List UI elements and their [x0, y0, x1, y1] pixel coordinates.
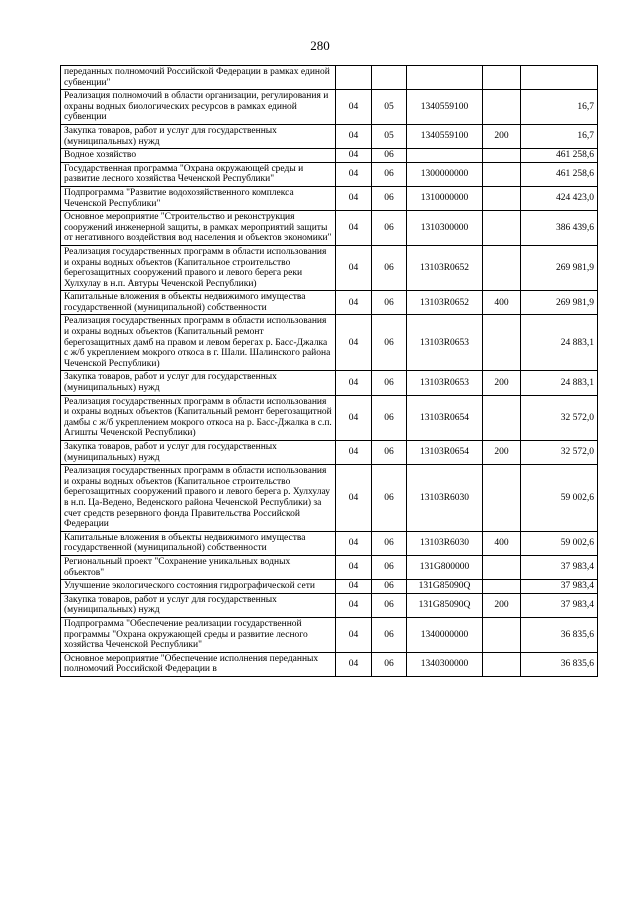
- table-row: [61, 580, 598, 594]
- amount: 269 981,9: [521, 291, 598, 315]
- ministry-code: 04: [336, 149, 372, 163]
- amount: 16,7: [521, 124, 598, 148]
- target-article-code: [407, 149, 483, 163]
- row-name: Реализация государственных программ в области использования и охраны водных объектов (Капитальное строительство берегозащитных сооружений правого и левого берега р. Хулхулау в н.п. Ца-Ведено, Веденского района Чеченской Республики) за счет средств резервного фонда Правительства Российской Федерации: [61, 465, 336, 532]
- table-row: [61, 162, 598, 186]
- row-name: Улучшение экологического состояния гидрографической сети: [61, 580, 336, 594]
- table-row: [61, 465, 598, 532]
- row-name: Основное мероприятие "Обеспечение исполнения переданных полномочий Российской Федерации в: [61, 652, 336, 676]
- row-name: Государственная программа "Охрана окружающей среды и развитие лесного хозяйства Чеченской Республики": [61, 162, 336, 186]
- target-article-code: 13103R0652: [407, 291, 483, 315]
- section-code: [372, 66, 407, 90]
- row-name: Реализация государственных программ в области использования и охраны водных объектов (Капитальный ремонт берегозащитной дамбы с ж/б укреплением мокрого откоса на р. Басс-Джалка в с.п. Агишты Чеченской Республики): [61, 395, 336, 440]
- row-name: Закупка товаров, работ и услуг для государственных (муниципальных) нужд: [61, 593, 336, 617]
- section-code: 06: [372, 617, 407, 652]
- ministry-code: 04: [336, 90, 372, 125]
- table-row: [61, 211, 598, 246]
- target-article-code: 1340300000: [407, 652, 483, 676]
- section-code: 06: [372, 291, 407, 315]
- expense-type-code: 200: [483, 593, 521, 617]
- row-name: Реализация полномочий в области организации, регулирования и охраны водных биологических ресурсов в рамках единой субвенции: [61, 90, 336, 125]
- section-code: 06: [372, 652, 407, 676]
- ministry-code: 04: [336, 371, 372, 395]
- ministry-code: 04: [336, 465, 372, 532]
- target-article-code: 131G85090Q: [407, 593, 483, 617]
- amount: 36 835,6: [521, 652, 598, 676]
- expense-type-code: [483, 245, 521, 290]
- ministry-code: 04: [336, 580, 372, 594]
- expense-type-code: [483, 211, 521, 246]
- row-name: Подпрограмма "Обеспечение реализации государственной программы "Охрана окружающей среды и развитие лесного хозяйства Чеченской Республики": [61, 617, 336, 652]
- ministry-code: [336, 66, 372, 90]
- ministry-code: 04: [336, 211, 372, 246]
- table-row: [61, 315, 598, 371]
- ministry-code: 04: [336, 245, 372, 290]
- section-code: 06: [372, 531, 407, 555]
- ministry-code: 04: [336, 186, 372, 210]
- row-name: Закупка товаров, работ и услуг для государственных (муниципальных) нужд: [61, 441, 336, 465]
- expense-type-code: [483, 395, 521, 440]
- section-code: 05: [372, 90, 407, 125]
- expense-type-code: [483, 162, 521, 186]
- amount: 24 883,1: [521, 315, 598, 371]
- amount: 32 572,0: [521, 441, 598, 465]
- table-row: [61, 291, 598, 315]
- expense-type-code: [483, 186, 521, 210]
- target-article-code: 1340559100: [407, 124, 483, 148]
- table-row: [61, 245, 598, 290]
- section-code: 06: [372, 465, 407, 532]
- amount: 16,7: [521, 90, 598, 125]
- ministry-code: 04: [336, 162, 372, 186]
- section-code: 05: [372, 124, 407, 148]
- table-row: [61, 124, 598, 148]
- expense-type-code: [483, 315, 521, 371]
- row-name: Капитальные вложения в объекты недвижимого имущества государственной (муниципальной) собственности: [61, 531, 336, 555]
- target-article-code: 131G85090Q: [407, 580, 483, 594]
- row-name: Реализация государственных программ в области использования и охраны водных объектов (Капитальное строительство берегозащитных сооружений правого и левого берега реки Хулхулау в н.п. Автуры Чеченской Республики): [61, 245, 336, 290]
- section-code: 06: [372, 395, 407, 440]
- target-article-code: 13103R6030: [407, 465, 483, 532]
- target-article-code: 13103R0654: [407, 441, 483, 465]
- target-article-code: 1300000000: [407, 162, 483, 186]
- page-number: 280: [310, 38, 330, 53]
- table-row: [61, 66, 598, 90]
- amount: [521, 66, 598, 90]
- target-article-code: 13103R0652: [407, 245, 483, 290]
- section-code: 06: [372, 211, 407, 246]
- amount: 424 423,0: [521, 186, 598, 210]
- row-name: Реализация государственных программ в области использования и охраны водных объектов (Капитальный ремонт берегозащитных дамб на правом и левом берегах р. Басс-Джалка с ж/б укреплением мокрого откоса в г. Шали. Шалинского района Чеченской Республики): [61, 315, 336, 371]
- expense-type-code: 200: [483, 124, 521, 148]
- amount: 24 883,1: [521, 371, 598, 395]
- amount: 37 983,4: [521, 593, 598, 617]
- row-name: Подпрограмма "Развитие водохозяйственного комплекса Чеченской Республики": [61, 186, 336, 210]
- row-name: Основное мероприятие "Строительство и реконструкция сооружений инженерной защиты, в рамках мероприятий защиты от негативного воздействия вод населения и объектов экономики": [61, 211, 336, 246]
- ministry-code: 04: [336, 555, 372, 579]
- target-article-code: 1310300000: [407, 211, 483, 246]
- section-code: 06: [372, 245, 407, 290]
- section-code: 06: [372, 315, 407, 371]
- ministry-code: 04: [336, 395, 372, 440]
- budget-table: [60, 65, 598, 677]
- ministry-code: 04: [336, 593, 372, 617]
- section-code: 06: [372, 580, 407, 594]
- row-name: Региональный проект "Сохранение уникальных водных объектов": [61, 555, 336, 579]
- row-name: Закупка товаров, работ и услуг для государственных (муниципальных) нужд: [61, 371, 336, 395]
- expense-type-code: [483, 580, 521, 594]
- amount: 461 258,6: [521, 162, 598, 186]
- section-code: 06: [372, 555, 407, 579]
- section-code: 06: [372, 162, 407, 186]
- amount: 36 835,6: [521, 617, 598, 652]
- expense-type-code: [483, 90, 521, 125]
- table-row: [61, 186, 598, 210]
- amount: 32 572,0: [521, 395, 598, 440]
- table-row: [61, 593, 598, 617]
- amount: 37 983,4: [521, 580, 598, 594]
- row-name: Капитальные вложения в объекты недвижимого имущества государственной (муниципальной) собственности: [61, 291, 336, 315]
- amount: 461 258,6: [521, 149, 598, 163]
- ministry-code: 04: [336, 531, 372, 555]
- row-name: Водное хозяйство: [61, 149, 336, 163]
- table-row: [61, 371, 598, 395]
- expense-type-code: [483, 149, 521, 163]
- section-code: 06: [372, 593, 407, 617]
- ministry-code: 04: [336, 124, 372, 148]
- table-row: [61, 555, 598, 579]
- amount: 37 983,4: [521, 555, 598, 579]
- amount: 59 002,6: [521, 465, 598, 532]
- target-article-code: 131G800000: [407, 555, 483, 579]
- ministry-code: 04: [336, 441, 372, 465]
- ministry-code: 04: [336, 617, 372, 652]
- budget-table-body: [61, 66, 598, 677]
- target-article-code: 1310000000: [407, 186, 483, 210]
- section-code: 06: [372, 149, 407, 163]
- expense-type-code: [483, 652, 521, 676]
- table-row: [61, 531, 598, 555]
- amount: 59 002,6: [521, 531, 598, 555]
- table-row: [61, 90, 598, 125]
- ministry-code: 04: [336, 652, 372, 676]
- amount: 386 439,6: [521, 211, 598, 246]
- expense-type-code: [483, 555, 521, 579]
- target-article-code: 13103R0653: [407, 371, 483, 395]
- table-row: [61, 652, 598, 676]
- target-article-code: [407, 66, 483, 90]
- table-row: [61, 617, 598, 652]
- target-article-code: 1340559100: [407, 90, 483, 125]
- target-article-code: 13103R6030: [407, 531, 483, 555]
- expense-type-code: [483, 66, 521, 90]
- row-name: Закупка товаров, работ и услуг для государственных (муниципальных) нужд: [61, 124, 336, 148]
- table-row: [61, 441, 598, 465]
- target-article-code: 13103R0653: [407, 315, 483, 371]
- expense-type-code: [483, 617, 521, 652]
- expense-type-code: 200: [483, 371, 521, 395]
- section-code: 06: [372, 186, 407, 210]
- section-code: 06: [372, 371, 407, 395]
- ministry-code: 04: [336, 315, 372, 371]
- expense-type-code: 400: [483, 291, 521, 315]
- table-row: [61, 149, 598, 163]
- amount: 269 981,9: [521, 245, 598, 290]
- target-article-code: 1340000000: [407, 617, 483, 652]
- row-name: переданных полномочий Российской Федерации в рамках единой субвенции": [61, 66, 336, 90]
- expense-type-code: 400: [483, 531, 521, 555]
- expense-type-code: [483, 465, 521, 532]
- table-row: [61, 395, 598, 440]
- ministry-code: 04: [336, 291, 372, 315]
- target-article-code: 13103R0654: [407, 395, 483, 440]
- expense-type-code: 200: [483, 441, 521, 465]
- section-code: 06: [372, 441, 407, 465]
